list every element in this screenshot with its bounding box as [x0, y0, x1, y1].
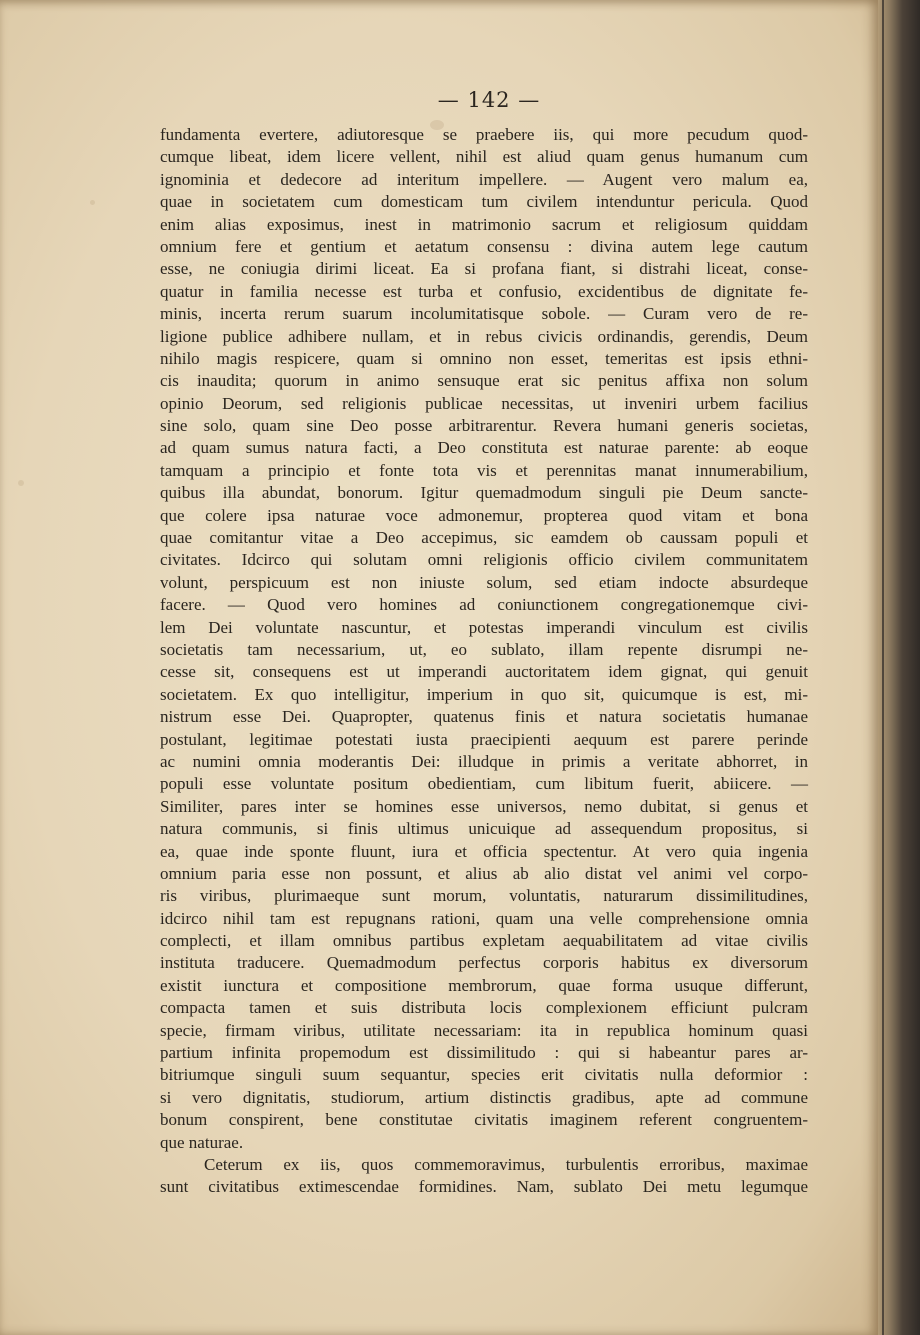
text-line: Similiter, pares inter se homines esse universos, nemo dubitat, si genus et: [160, 796, 808, 816]
text-line: societatis tam necessarium, ut, eo sublato, illam repente disrumpi ne-: [160, 639, 808, 659]
text-line: quae in societatem cum domesticam tum civilem intenduntur pericula. Quod: [160, 192, 808, 212]
paragraph-1: [160, 124, 808, 1154]
page-body-text: [160, 124, 808, 1199]
text-line: ris viribus, plurimaeque sunt morum, voluntatis, naturarum dissimilitudines,: [160, 886, 808, 906]
text-line: omnium fere et gentium et aetatum consensu : divina autem lege cautum: [160, 236, 808, 256]
page-edge-shadow: [882, 0, 884, 1335]
text-line: si vero dignitatis, studiorum, artium distinctis gradibus, apte ad commune: [160, 1087, 808, 1107]
text-line: quibus illa abundat, bonorum. Igitur quemadmodum singuli pie Deum sancte-: [160, 483, 808, 503]
text-line: populi esse voluntate positum obedientiam, cum libitum fuerit, abiicere. —: [160, 774, 808, 794]
text-line: natura communis, si finis ultimus unicuique ad assequendum propositus, si: [160, 819, 808, 839]
text-line: civitates. Idcirco qui solutam omni religionis officio civilem communitatem: [160, 550, 808, 570]
text-line: lem Dei voluntate nascuntur, et potestas imperandi vinculum est civilis: [160, 617, 808, 637]
text-line: ignominia et dedecore ad interitum impellere. — Augent vero malum ea,: [160, 169, 808, 189]
text-line: existit iunctura et compositione membrorum, quae forma usuque differunt,: [160, 975, 808, 995]
book-fore-edge: [876, 0, 920, 1335]
text-line: sunt civitatibus extimescendae formidines. Nam, sublato Dei metu legumque: [160, 1177, 808, 1197]
text-line: nihilo magis respicere, quam si omnino non esset, temeritas est ipsis ethni-: [160, 348, 808, 368]
text-line: partium infinita propemodum est dissimilitudo : qui si habeantur pares ar-: [160, 1043, 808, 1063]
text-line: instituta traducere. Quemadmodum perfectus corporis habitus ex diversorum: [160, 953, 808, 973]
text-line: specie, firmam viribus, utilitate necessariam: ita in republica hominum quasi: [160, 1020, 808, 1040]
text-line: tamquam a principio et fonte tota vis et perennitas manat innumerabilium,: [160, 460, 808, 480]
text-line: opinio Deorum, sed religionis publicae necessitas, ut inveniri urbem facilius: [160, 393, 808, 413]
text-line: que colere ipsa naturae voce admonemur, propterea quod vitam et bona: [160, 505, 808, 525]
text-line: enim alias exposimus, inest in matrimonio sacrum et religiosum quiddam: [160, 214, 808, 234]
text-line: minis, incerta rerum suarum incolumitatisque sobole. — Curam vero de re-: [160, 304, 808, 324]
text-line: Ceterum ex iis, quos commemoravimus, turbulentis erroribus, maximae: [204, 1154, 808, 1174]
text-line: bonum conspirent, bene constitutae civitatis imaginem referent congruentem-: [160, 1110, 808, 1130]
text-line: ligione publice adhibere nullam, et in rebus civicis ordinandis, gerendis, Deum: [160, 326, 808, 346]
page-number: — 142 —: [437, 88, 541, 112]
text-line: facere. — Quod vero homines ad coniunctionem congregationemque civi-: [160, 595, 808, 615]
paper-stain: [18, 480, 24, 486]
text-line: societatem. Ex quo intelligitur, imperium in quo sit, quicumque is est, mi-: [160, 684, 808, 704]
text-line: bitriumque singuli suum sequantur, species erit civitatis nulla deformior :: [160, 1065, 808, 1085]
text-line: volunt, perspicuum est non iniuste solum, sed etiam indocte absurdeque: [160, 572, 808, 592]
text-line: que naturae.: [160, 1132, 244, 1152]
text-line: complecti, et illam omnibus partibus expletam aequabilitatem ad vitae civilis: [160, 931, 808, 951]
text-line: postulant, legitimae potestati iusta praecipienti aequum est parere perinde: [160, 729, 808, 749]
text-line: nistrum esse Dei. Quapropter, quatenus finis et natura societatis humanae: [160, 707, 808, 727]
text-line: idcirco nihil tam est repugnans rationi, quam una velle comprehensione omnia: [160, 908, 808, 928]
text-line: cesse sit, consequens est ut imperandi auctoritatem idem gignat, qui genuit: [160, 662, 808, 682]
text-line: ac numini omnia moderantis Dei: illudque in primis a veritate abhorret, in: [160, 751, 808, 771]
text-line: esse, ne coniugia dirimi liceat. Ea si profana fiant, si distrahi liceat, conse-: [160, 259, 808, 279]
text-line: cumque libeat, idem licere vellent, nihil est aliud quam genus humanum cum: [160, 147, 808, 167]
text-line: omnium paria esse non possunt, et alius ab alio distat vel animi vel corpo-: [160, 863, 808, 883]
text-line: compacta tamen et suis distributa locis complexionem efficiunt pulcram: [160, 998, 808, 1018]
text-line: sine solo, quam sine Deo posse arbitrarentur. Revera humani generis societas,: [160, 416, 808, 436]
paragraph-2: [160, 1154, 808, 1199]
paper-stain: [90, 200, 95, 205]
text-line: fundamenta evertere, adiutoresque se praebere iis, qui more pecudum quod-: [160, 125, 808, 144]
text-line: ad quam sumus natura facti, a Deo constituta est naturae parente: ab eoque: [160, 438, 808, 458]
text-line: ea, quae inde sponte fluunt, iura et officia spectentur. At vero quia ingenia: [160, 841, 808, 861]
text-line: quatur in familia necesse est turba et confusio, excidentibus de dignitate fe-: [160, 281, 808, 301]
text-line: quae comitantur vitae a Deo accepimus, sic eamdem ob caussam populi et: [160, 528, 808, 548]
text-line: cis inaudita; quorum in animo sensuque erat sic penitus affixa non solum: [160, 371, 808, 391]
